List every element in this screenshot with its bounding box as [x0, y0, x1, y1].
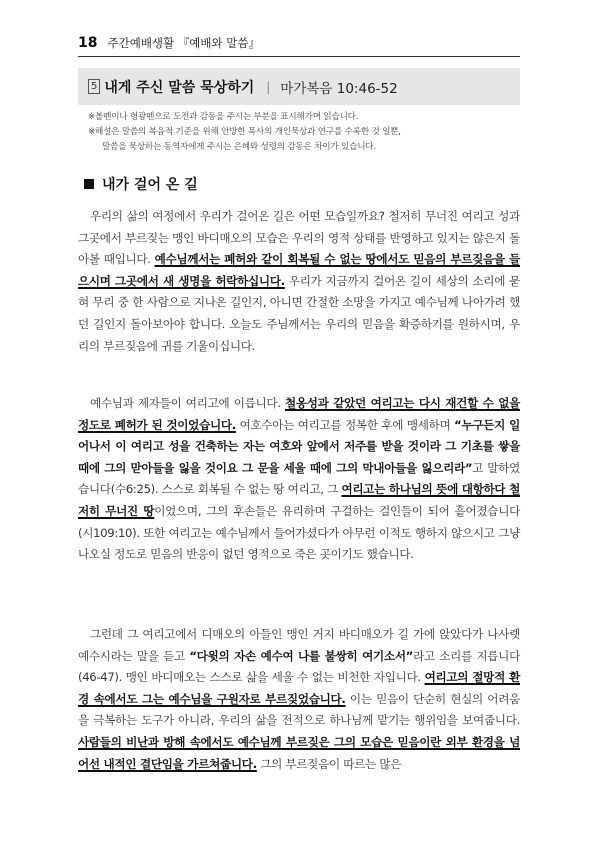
highlighted-text: 예수님께서는 폐허와 같이 회복될 수 없는 땅에서도 믿음의 부르짖음을 들으시며 그곳에서 새 생명을 허락하십니다. — [78, 252, 520, 288]
highlighted-text: 여리고의 절망적 환경 속에서도 그는 예수님을 구원자로 부르짖었습니다. — [78, 670, 520, 706]
reading-notes — [88, 110, 520, 155]
highlighted-text: 사람들의 비난과 방해 속에서도 예수님께 부르짖은 그의 모습은 믿음이란 외부 환경을 넘어선 내적인 결단임을 가르쳐줍니다. — [78, 734, 520, 771]
section-heading — [84, 174, 198, 194]
header-rule — [78, 56, 520, 57]
banner-number-box: 5 — [88, 79, 100, 94]
text-run: 고 말하였습니다(수6:25). 스스로 회복될 수 없는 땅 여리고, 그 — [78, 460, 521, 497]
running-header — [78, 35, 260, 51]
text-run: 이었으며, 그의 후손들은 유리하며 구걸하는 걸인들이 되어 흩어졌습니다(시109:10). 또한 여리고는 예수님께서 들어가셨다가 아무런 이적도 행하지 않으시고 그냥 나오실 정도로 믿음의 반응이 없던 영적으로 죽은 곳이기도 했습니다. — [78, 503, 520, 562]
text-run: 라고 소리를 지릅니다(46-47). 맹인 바디매오는 스스로 삶을 세울 수 없는 비천한 자입니다. — [78, 648, 520, 685]
highlighted-text: 철옹성과 같았던 여리고는 다시 재건할 수 없을 정도로 폐허가 된 것이었습니다. — [78, 396, 520, 432]
scripture-reference: 마가복음 10:46-52 — [280, 80, 398, 97]
text-run: 이는 믿음이 단순히 현실의 어려움을 극복하는 도구가 아니라, 우리의 삶을 전적으로 하나님께 맡기는 행위임을 보여줍니다. — [78, 691, 520, 728]
page-number: 18 — [78, 35, 98, 51]
banner-title: 내게 주신 말씀 묵상하기 — [104, 79, 255, 96]
scripture-quote: “누구든지 일어나서 이 여리고 성을 건축하는 자는 여호와 앞에서 저주를 받을 것이라 그 기초를 쌓을 때에 그의 맏아들을 잃을 것이요 그 문을 세울 때에 그의 막내아들을 잃으리라” — [78, 417, 520, 475]
highlighted-text: 여리고는 하나님의 뜻에 대항하다 철저히 무너진 땅 — [78, 482, 520, 518]
banner-separator: | — [266, 79, 271, 94]
note-line: 말씀을 묵상하는 동역자에게 주시는 은혜와 성령의 감동은 차이가 있습니다. — [102, 142, 376, 152]
text-run: 예수님과 제자들이 여리고에 이릅니다. — [90, 396, 285, 410]
text-run: 우리의 삶의 여정에서 우리가 걸어온 길은 어떤 모습일까요? 철저히 무너진 여리고 성과 그곳에서 부르짖는 맹인 바디매오의 모습은 우리의 영적 상태를 반영하고 있지는 않은지 돌아볼 때입니다. — [78, 209, 520, 267]
note-line: ※해설은 말씀의 복음적 기준을 위해 안방한 목사의 개인묵상과 연구를 수록한 것 일뿐, — [88, 127, 401, 137]
text-run: 그런데 그 여리고에서 디매오의 아들인 맹인 거지 바디매오가 길 가에 앉았다가 나사렛 예수시라는 말을 듣고 — [78, 627, 520, 663]
book-title: 주간예배생활 『예배와 말씀』 — [107, 36, 261, 50]
section-heading-text: 내가 걸어 온 길 — [102, 177, 198, 193]
text-run: 우리가 지금까지 걸어온 길이 세상의 소리에 묻혀 무리 중 한 사람으로 지나온 길인지, 아니면 간절한 소망을 가지고 예수님께 나아가려 했던 길인지 돌아보아야 합니다. 오늘도 주님께서는 우리의 믿음을 확증하기를 원하시며, 우리의 부르짖음에 귀를 기울이십니다. — [78, 273, 520, 353]
square-bullet-icon — [84, 179, 94, 189]
body-paragraph — [78, 624, 520, 775]
body-paragraph — [78, 393, 520, 566]
text-run: 여호수아는 여리고를 정복한 후에 맹세하며 — [235, 417, 455, 432]
text-run: 그의 부르짖음이 따르는 많은 — [256, 756, 402, 771]
section-banner — [78, 68, 520, 105]
body-paragraph — [78, 206, 520, 357]
scripture-quote: “다윗의 자손 예수여 나를 불쌍히 여기소서” — [189, 648, 414, 663]
note-line: ※볼펜이나 형광펜으로 도전과 감동을 주시는 부분을 표시해가며 읽습니다. — [88, 112, 359, 122]
